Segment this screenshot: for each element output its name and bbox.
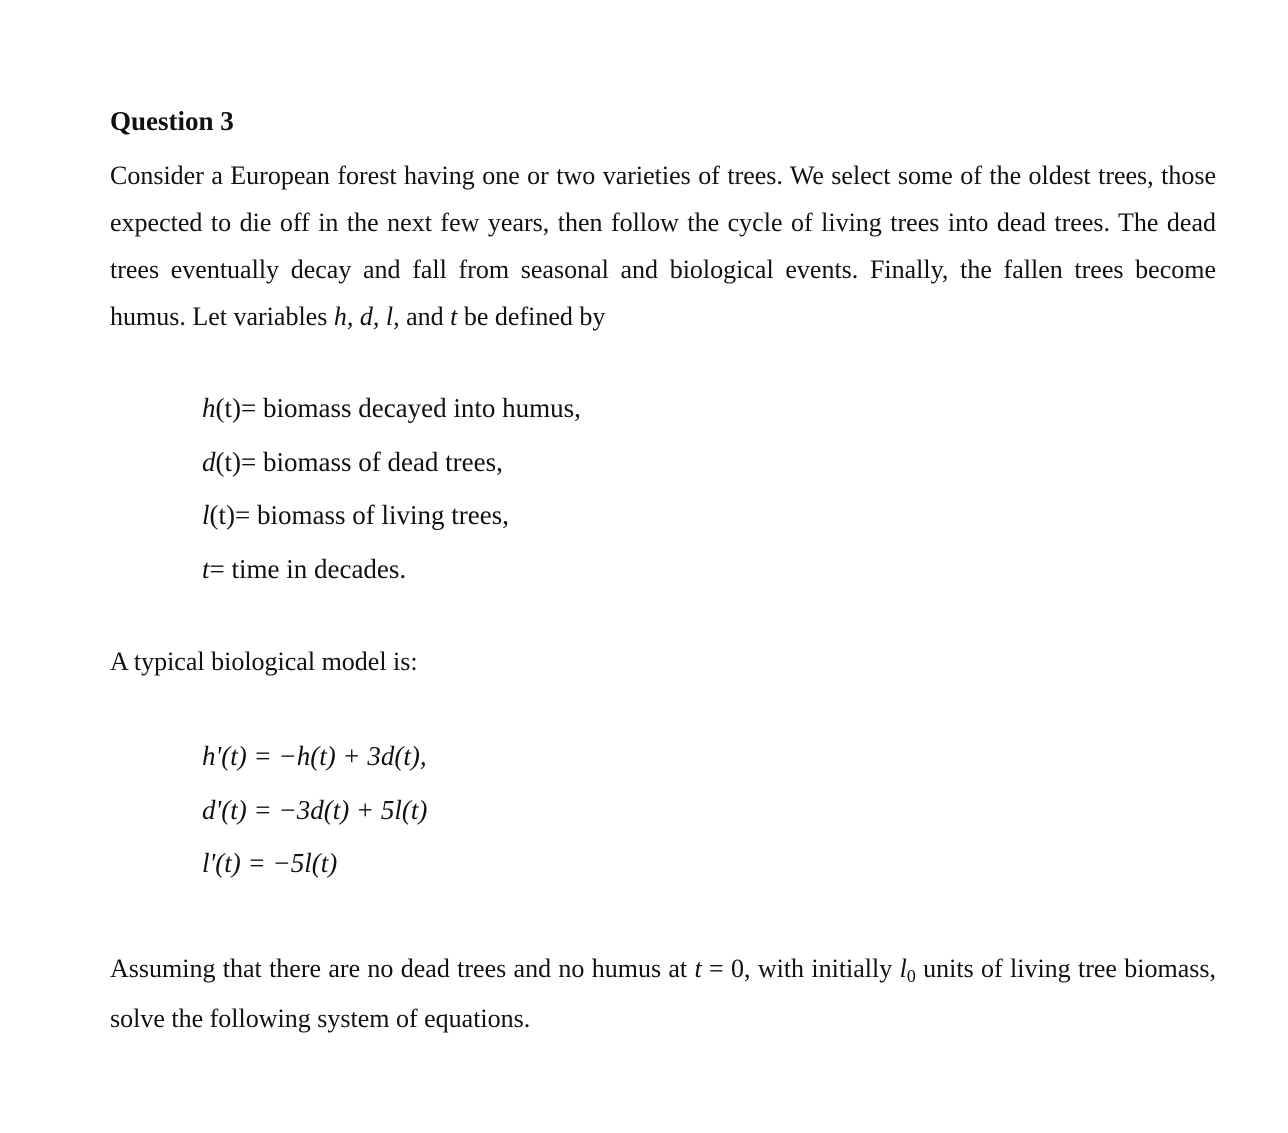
definition-l-text: = biomass of living trees, <box>235 500 509 530</box>
definition-t <box>202 549 581 603</box>
assumption-before: Assuming that there are no dead trees and no humus at <box>110 954 695 983</box>
definition-t-text: = time in decades. <box>209 553 407 584</box>
intro-vars: h, d, l, <box>333 302 400 331</box>
assumption-sub: 0 <box>906 966 916 986</box>
intro-paragraph <box>110 152 1216 340</box>
definition-h <box>202 388 581 442</box>
definition-l-arg: (t) <box>209 500 235 530</box>
definition-d <box>202 442 581 496</box>
intro-tail: be defined by <box>457 302 606 331</box>
definition-h-text: = biomass decayed into humus, <box>240 393 581 423</box>
equation-d: d'(t) = −3d(t) + 5l(t) <box>202 794 428 825</box>
assumption-l: l <box>899 954 907 983</box>
definition-t-var: t <box>202 553 210 584</box>
definition-l-var: l <box>202 500 210 530</box>
intro-and: and <box>399 302 451 331</box>
assumption-eq: = 0, <box>701 954 758 983</box>
definition-d-var: d <box>202 446 216 477</box>
variable-definitions <box>202 388 581 602</box>
question-title: Question 3 <box>110 106 234 136</box>
assumption-mid: with initially <box>757 954 900 983</box>
assumption-t: t <box>694 954 702 983</box>
model-intro: A typical biological model is: <box>110 647 418 676</box>
document-page <box>110 0 1218 1133</box>
definition-h-arg: (t) <box>215 393 241 423</box>
intro-t: t <box>450 302 458 331</box>
assumption-after: units of living tree biomass, solve the following system of equations. <box>110 954 1216 1033</box>
definition-h-var: h <box>202 393 216 423</box>
definition-d-text: = biomass of dead trees, <box>240 446 503 477</box>
intro-text: Consider a European forest having one or two varieties of trees. We select some of the oldest trees, those expected to die off in the next few years, then follow the cycle of living trees into dead trees. The dead trees eventually decay and fall from seasonal and biological events. Finally, the fallen trees become humus. Let variables <box>110 161 1216 331</box>
assumption-paragraph <box>110 944 1216 1044</box>
definition-l <box>202 495 581 549</box>
definition-d-arg: (t) <box>215 446 241 477</box>
equation-l: l'(t) = −5l(t) <box>202 848 338 878</box>
model-equations <box>202 736 427 897</box>
equation-h: h'(t) = −h(t) + 3d(t), <box>202 741 427 771</box>
